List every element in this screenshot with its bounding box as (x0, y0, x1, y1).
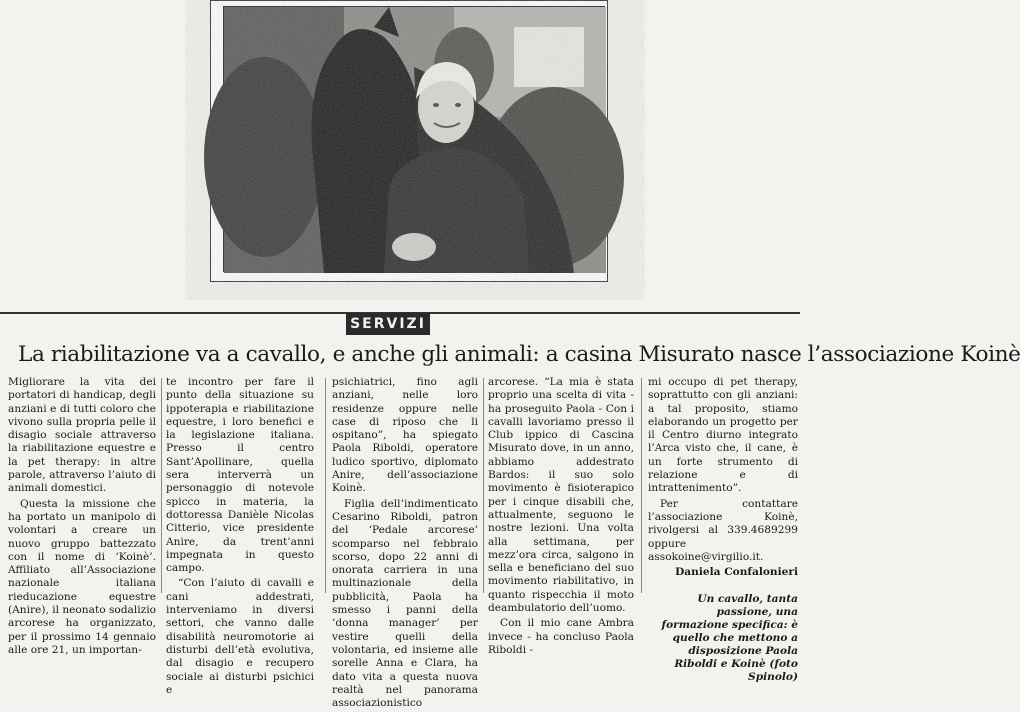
photo-woman-with-horse (223, 6, 605, 272)
author-signature: Daniela Confalonieri (675, 566, 798, 579)
paragraph: arcorese. “La mia è stata proprio una scelta di vita - ha proseguito Paola - Con i cavalli lavoriamo presso il Club ippico di Cascina Misurato dove, in un anno, abbiamo addestrato Bardos: il suo solo movimento è fisioterapico per i cinque disabili che, attualmente, seguono le nostre lezioni. Una volta alla settimana, per mezz’ora circa, salgono in sella e beneficiano del suo movimento riabilitativo, in quanto rispecchia il moto deambulatorio dell’uomo. (488, 376, 634, 615)
column-divider (641, 378, 642, 593)
article-column-2 (166, 376, 314, 699)
paragraph: psichiatrici, fino agli anziani, nelle loro residenze oppure nelle case di riposo che li ospitano”, ha spiegato Paola Riboldi, operatore ludico sportivo, diplomato Anire, dell’associazione Koinè. (332, 376, 478, 495)
article-column-5 (648, 376, 798, 684)
column-divider (325, 378, 326, 593)
paragraph: te incontro per fare il punto della situazione su ippoterapia e riabilitazione equestre, i loro benefici e la legislazione italiana. Presso il centro Sant’Apollinare, quella sera interverrà un personaggio di notevole spicco in materia, la dottoressa Danièle Nicolas Citterio, vice presidente Anire, da trent’anni impegnata in questo campo. (166, 376, 314, 575)
article-column-4 (488, 376, 634, 659)
paragraph: Figlia dell’indimenticato Cesarino Riboldi, patron del ‘Pedale arcorese’ scomparso nel febbraio scorso, dopo 22 anni di onorata carriera in una multinazionale della pubblicità, Paola ha smesso i panni della ‘donna manager’ per vestire quelli della volontaria, ed insieme alle sorelle Anna e Clara, ha dato vita a questa nuova realtà nel panorama associazionistico (332, 497, 478, 710)
photo-caption: Un cavallo, tanta passione, una formazione specifica: è quello che mettono a disposizione Paola Riboldi e Koinè (foto Spinolo) (661, 593, 798, 684)
paragraph: mi occupo di pet therapy, soprattutto con gli anziani: a tal proposito, stiamo elaborando un progetto per il Centro diurno integrato l’Arca visto che, il cane, è un forte strumento di relazione e di intrattenimento”. (648, 376, 798, 495)
contact-info: Per contattare l’associazione Koinè, rivolgersi al 339.4689299 oppure assokoine@virgilio.it. (648, 497, 798, 563)
article-column-1 (8, 376, 156, 659)
column-divider (161, 378, 162, 593)
paragraph: Con il mio cane Ambra invece - ha concluso Paola Riboldi - (488, 617, 634, 656)
column-divider (483, 378, 484, 593)
article-column-3 (332, 376, 478, 712)
paragraph: Migliorare la vita dei portatori di handicap, degli anziani e di tutti coloro che vivono sulla propria pelle il disagio sociale attraverso la riabilitazione equestre e la pet therapy: in altre parole, attraverso l’aiuto di animali domestici. (8, 376, 156, 495)
section-label: SERVIZI (346, 313, 430, 335)
headline: La riabilitazione va a cavallo, e anche gli animali: a casina Misurato nasce l’associazione Koinè (18, 342, 1020, 367)
paragraph: “Con l’aiuto di cavalli e cani addestrati, interveniamo in diversi settori, che vanno dalle disabilità neuromotorie ai disturbi dell’età evolutiva, dal disagio e recupero sociale ai disturbi psichici e (166, 577, 314, 696)
paragraph: Questa la missione che ha portato un manipolo di volontari a creare un nuovo gruppo battezzato con il nome di ‘Koinè’. Affiliato all’Associazione nazionale italiana rieducazione equestre (Anire), il neonato sodalizio arcorese ha organizzato, per il prossimo 14 gennaio alle ore 21, un importan- (8, 497, 156, 656)
